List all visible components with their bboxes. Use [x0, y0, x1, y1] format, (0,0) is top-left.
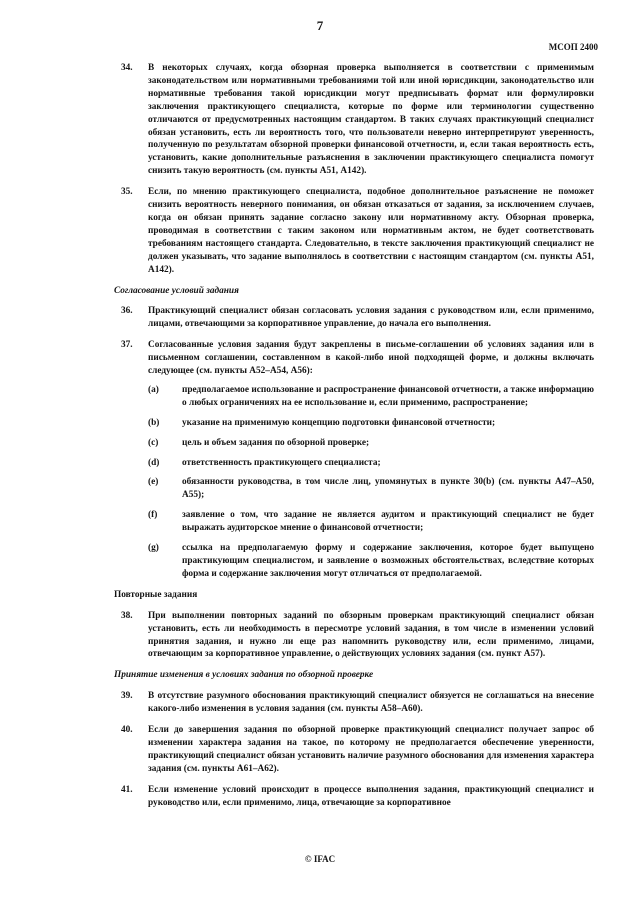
sub-item-label: (e) — [148, 477, 159, 488]
sub-item — [148, 437, 594, 450]
paragraph-number: 39. — [121, 691, 133, 702]
sub-item — [148, 476, 594, 502]
paragraph-number: 37. — [121, 340, 133, 351]
paragraph-39 — [114, 690, 594, 716]
paragraph-number: 35. — [121, 187, 133, 198]
sub-item-text: цель и объем задания по обзорной проверке; — [182, 437, 370, 448]
paragraph-text: В отсутствие разумного обоснования практикующий специалист обязуется не соглашаться на внесение какого-либо изменения в условия задания (см. пункты А58–А60). — [148, 691, 594, 715]
sub-item — [148, 542, 594, 581]
sub-item-label: (f) — [148, 510, 158, 521]
paragraph-34 — [114, 62, 594, 178]
paragraph-text: Если, по мнению практикующего специалиста, подобное дополнительное разъяснение не поможет снизить вероятность неверного понимания, он обязан отказаться от задания, за исключением случаев, когда он обязан принять задание согласно закону или нормативному акту. Обзорная проверка, проводимая в соответствии с таким законом или нормативным актом, не будет соответствовать требованиям настоящего стандарта. Следовательно, в тексте заключения практикующий специалист не должен указывать, что задание выполнялось в соответствии с настоящим стандартом (см. пункты А51, А142). — [148, 187, 594, 275]
sub-item — [148, 384, 594, 410]
sub-item — [148, 457, 594, 470]
paragraph-text: Если изменение условий происходит в процессе выполнения задания, практикующий специалист и руководство или, если применимо, лица, отвечающие за корпоративное — [148, 784, 594, 808]
sub-item-label: (g) — [148, 543, 159, 554]
paragraph-number: 38. — [121, 610, 133, 621]
paragraph-number: 34. — [121, 63, 133, 73]
paragraph-40 — [114, 724, 594, 776]
sub-item-label: (a) — [148, 384, 159, 395]
paragraph-36 — [114, 305, 594, 331]
paragraph-number: 41. — [121, 784, 133, 795]
sub-item-list — [148, 384, 594, 581]
page-content — [114, 62, 594, 818]
sub-item-label: (d) — [148, 457, 160, 468]
paragraph-number: 36. — [121, 306, 133, 317]
page-number: 7 — [316, 18, 324, 33]
section-heading-change-terms: Принятие изменения в условиях задания по обзорной проверке — [114, 670, 374, 681]
paragraph-38 — [114, 610, 594, 662]
sub-item — [148, 509, 594, 535]
paragraph-text: В некоторых случаях, когда обзорная проверка выполняется в соответствии с применимым законодательством или нормативными требованиями той или иной юрисдикции, законодательство или нормативные требования такой юрисдикции могут предписывать формат или формулировки заключения практикующего специалиста, которые по форме или терминологии существенно отличаются от предусмотренных настоящим стандартом. В таких случаях практикующий специалист обязан установить, есть ли вероятность того, что пользователи неверно интерпретируют уверенность, полученную по результатам обзорной проверки финансовой отчетности, и, если такая вероятность есть, установить, какие дополнительные разъяснения в заключении практикующего специалиста помогут снизить такую вероятность (см. пункты А51, А142). — [148, 63, 594, 177]
sub-item — [148, 417, 594, 430]
paragraph-text: При выполнении повторных заданий по обзорным проверкам практикующий специалист обязан установить, есть ли необходимость в пересмотре условий задания, в том числе в изменении условий принятия задания, и нужно ли еще раз напомнить руководству или, если применимо, лицами, отвечающим за корпоративное управление, о действующих условиях задания (см. пункт А57). — [148, 610, 594, 660]
paragraph-text: Согласованные условия задания будут закреплены в письме-соглашении об условиях задания или в письменном соглашении, составленном в какой-либо иной подходящей форме, и должны включать следующее (см. пункты А52–А54, А56): — [148, 340, 594, 377]
sub-item-text: обязанности руководства, в том числе лиц, упомянутых в пункте 30(b) (см. пункты А47–А50, А55); — [182, 477, 594, 501]
copyright-footer: © IFAC — [304, 854, 336, 864]
section-heading-agreement: Согласование условий задания — [114, 285, 239, 296]
paragraph-text: Практикующий специалист обязан согласовать условия задания с руководством или, если применимо, лицами, отвечающими за корпоративное управление, до начала его выполнения. — [148, 306, 594, 330]
sub-item-text: предполагаемое использование и распространение финансовой отчетности, а также информацию о любых ограничениях на ее использование и, если применимо, распространение; — [182, 384, 594, 408]
standard-code: МСОП 2400 — [548, 42, 598, 52]
section-heading-recurring: Повторные задания — [114, 589, 198, 600]
paragraph-41 — [114, 784, 594, 810]
paragraph-35 — [114, 186, 594, 276]
paragraph-number: 40. — [121, 725, 133, 736]
sub-item-label: (c) — [148, 437, 159, 448]
sub-item-text: указание на применимую концепцию подготовки финансовой отчетности; — [182, 417, 496, 428]
sub-item-text: ответственность практикующего специалиста; — [182, 457, 381, 468]
sub-item-label: (b) — [148, 417, 160, 428]
paragraph-37 — [114, 339, 594, 581]
paragraph-text: Если до завершения задания по обзорной проверке практикующий специалист получает запрос об изменении характера задания на такое, по которому не предполагается обеспечение уверенности, практикующий специалист обязан установить наличие разумного обоснования для изменения характера задания (см. пункты А61–А62). — [148, 725, 594, 774]
sub-item-text: ссылка на предполагаемую форму и содержание заключения, которое будет выпущено практикующим специалистом, и заявление о возможных обстоятельствах, вследствие которых форма и содержание заключения могут отличаться от предполагаемой. — [182, 543, 594, 579]
sub-item-text: заявление о том, что задание не является аудитом и практикующий специалист не будет выражать аудиторское мнение о финансовой отчетности; — [182, 510, 594, 534]
